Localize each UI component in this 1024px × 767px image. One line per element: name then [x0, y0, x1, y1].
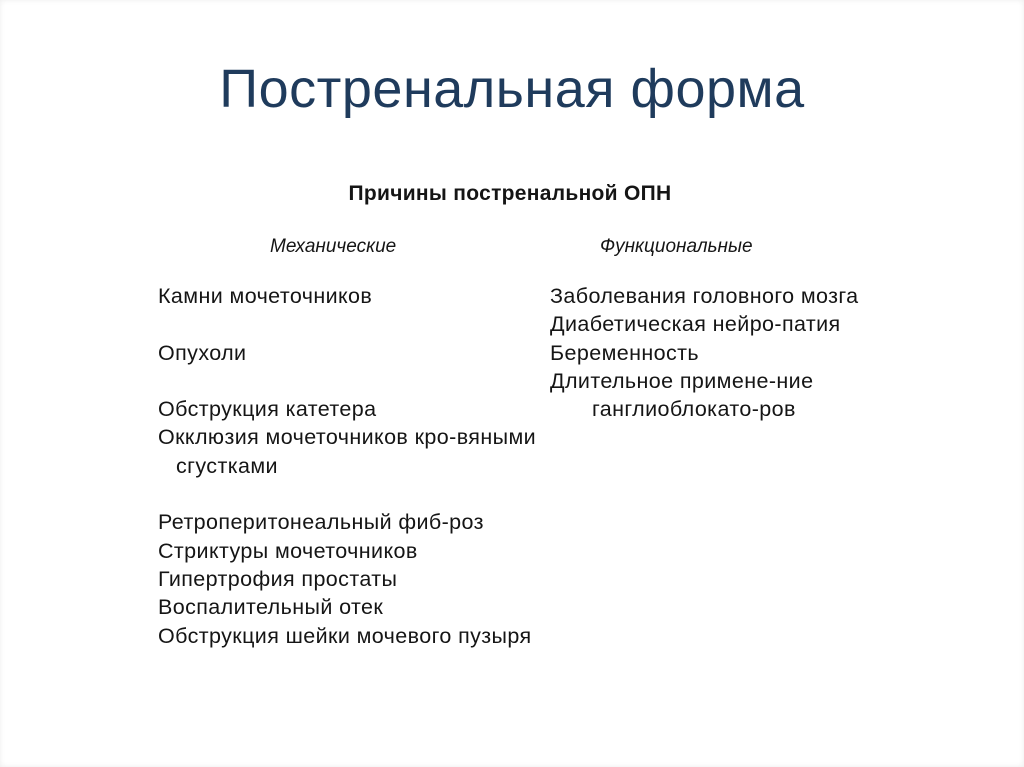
list-item: Ретроперитонеальный фиб-роз: [158, 510, 484, 535]
list-item: Опухоли: [158, 340, 247, 365]
list-item: Обструкция катетера: [158, 397, 377, 422]
list-item: Стриктуры мочеточников: [158, 538, 418, 563]
list-item: Гипертрофия простаты: [158, 566, 398, 591]
column-heading-mechanical: Механические: [270, 236, 397, 257]
table-heading: Причины постренальной ОПН: [348, 182, 672, 205]
list-item: Окклюзия мочеточников кро-вяными сгустками: [158, 425, 537, 478]
list-item: Камни мочеточников: [158, 284, 373, 308]
list-item: Беременность: [550, 340, 700, 365]
slide-title: Постренальная форма: [219, 59, 805, 119]
list-item: Заболевания головного мозга: [550, 284, 859, 308]
mechanical-causes-list: [158, 282, 538, 650]
list-item: Длительное примене-ние ганглиоблокато-ров: [550, 368, 814, 422]
list-item: Диабетическая нейро-патия: [550, 312, 841, 337]
list-item: Обструкция шейки мочевого пузыря: [158, 623, 532, 648]
functional-causes-list: [550, 282, 870, 423]
column-heading-functional: Функциональные: [600, 236, 753, 257]
list-item: Воспалительный отек: [158, 595, 384, 620]
causes-table: [150, 182, 870, 742]
